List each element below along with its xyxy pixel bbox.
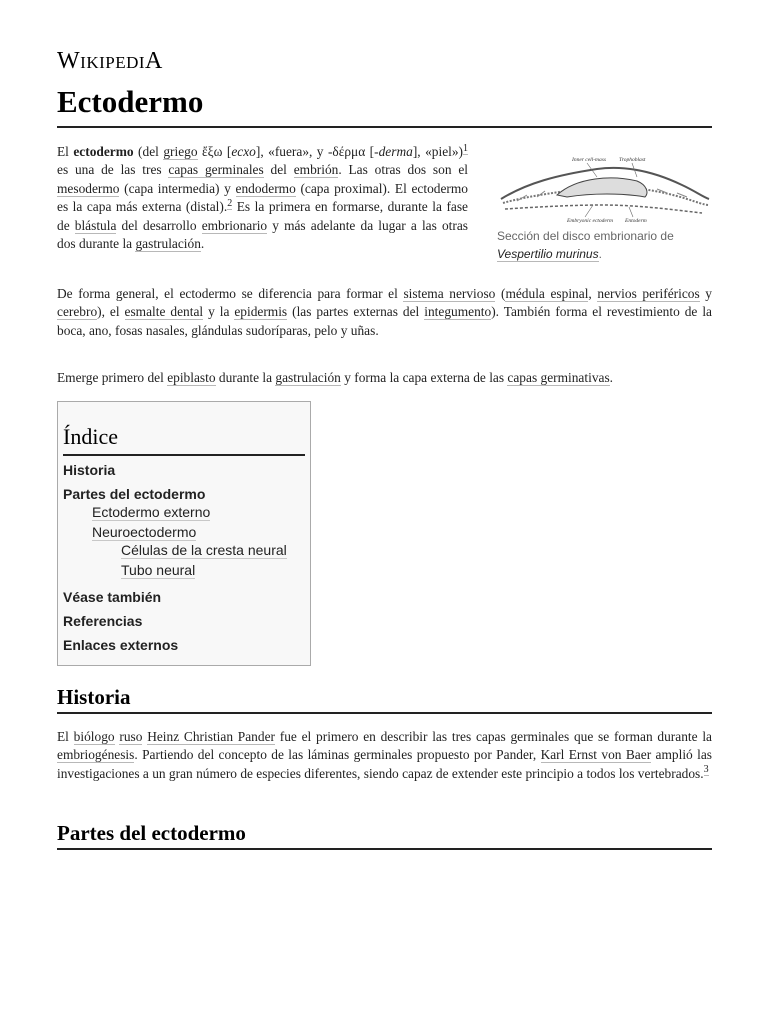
figure-caption: Sección del disco embrionario de Vespertilio murinus. <box>497 229 674 261</box>
link-gastrulacion-2[interactable]: gastrulación <box>275 370 341 385</box>
term-bold: ectodermo <box>73 144 134 159</box>
toc-divider <box>63 454 305 456</box>
ref-3[interactable]: 3 <box>703 764 709 776</box>
link-biologo[interactable]: biólogo <box>73 729 115 744</box>
label-inner-cell-mass: Inner cell-mass <box>572 157 607 163</box>
table-of-contents <box>57 401 311 666</box>
link-mesodermo[interactable]: mesodermo <box>57 180 120 196</box>
link-vespertilio[interactable]: Vespertilio murinus <box>497 247 599 261</box>
link-capas-germinativas[interactable]: capas germinativas <box>507 370 610 385</box>
toc-item-ectodermo-externo[interactable]: Ectodermo externo <box>92 504 211 520</box>
label-trophoblast: Trophoblast <box>619 157 646 163</box>
wordmark-middle: IKIPEDI <box>80 53 146 72</box>
wordmark-final: A <box>145 48 163 74</box>
partes-divider <box>57 848 712 850</box>
link-nervios-perifericos[interactable]: nervios periféricos <box>597 286 700 301</box>
section-heading-historia: Historia <box>57 685 131 709</box>
toc-item-referencias[interactable]: Referencias <box>63 613 143 629</box>
label-entoderm: Entoderm <box>625 218 647 224</box>
page-title: Ectodermo <box>57 84 204 119</box>
link-gastrulacion[interactable]: gastrulación <box>135 236 201 252</box>
toc-item-partes-del-ectodermo[interactable]: Partes del ectodermo <box>63 486 206 502</box>
link-embrionario[interactable]: embrionario <box>201 217 268 233</box>
embryonic-disc-illustration[interactable] <box>497 147 712 225</box>
paragraph-derivatives: De forma general, el ectodermo se diferencia para formar el sistema nervioso (médula espinal, nervios periféricos y cerebro), el esmalte dental y la epidermis (las partes externas del integumento). También forma el revestimiento de la boca, ano, fosas nasales, glándulas sudoríparas, pelo y uñas. <box>57 286 712 338</box>
title-divider <box>57 126 712 128</box>
link-blastula[interactable]: blástula <box>74 217 117 233</box>
toc-item-vease-tambien[interactable]: Véase también <box>63 589 162 605</box>
intro-paragraph: El ectodermo (del griego ἔξω [ecxo], «fuera», y -δέρμα [-derma], «piel»)$^1$ es una de las tres capas germinales del embrión. Las otras dos son el mesodermo (capa intermedia) y endodermo (capa proximal). El ectodermo es la capa más externa (distal).$^2$ Es la primera en formarse, durante la fase de blástula del desarrollo embrionario y más adelante da lugar a las otras dos durante la gastrulación. <box>57 142 469 252</box>
link-embrion[interactable]: embrión <box>293 162 339 178</box>
link-epiblasto[interactable]: epiblasto <box>167 370 216 385</box>
link-medula-espinal[interactable]: médula espinal <box>505 286 589 301</box>
paragraph-origin: Emerge primero del epiblasto durante la gastrulación y forma la capa externa de las capas germinativas. <box>57 370 614 385</box>
link-karl-ernst-von-baer[interactable]: Karl Ernst von Baer <box>540 747 652 763</box>
link-integumento[interactable]: integumento <box>424 304 492 320</box>
toc-item-historia[interactable]: Historia <box>63 462 116 478</box>
link-heinz-christian-pander[interactable]: Heinz Christian Pander <box>147 729 275 744</box>
ref-2[interactable]: 2 <box>227 197 233 209</box>
toc-item-neuroectodermo[interactable]: Neuroectodermo <box>92 524 197 540</box>
link-cerebro[interactable]: cerebro <box>57 304 98 320</box>
wikipedia-wordmark[interactable] <box>57 48 163 75</box>
link-epidermis[interactable]: epidermis <box>234 304 288 320</box>
toc-item-enlaces-externos[interactable]: Enlaces externos <box>63 637 179 653</box>
link-sistema-nervioso[interactable]: sistema nervioso <box>403 286 496 301</box>
wordmark-initial: W <box>57 48 81 74</box>
toc-item-tubo-neural[interactable]: Tubo neural <box>121 562 196 578</box>
historia-divider <box>57 712 712 714</box>
toc-item-celulas-cresta-neural[interactable]: Células de la cresta neural <box>121 542 287 558</box>
paragraph-historia: El biólogo ruso Heinz Christian Pander fue el primero en describir las tres capas germinales que se forman durante la embriogénesis. Partiendo del concepto de las láminas germinales propuesto por Pander, Karl Ernst von Baer amplió las investigaciones a un gran número de especies diferentes, siendo capaz de extender este principio a todos los vertebrados.$^3$ <box>57 729 712 781</box>
section-heading-partes: Partes del ectodermo <box>57 821 246 845</box>
link-griego[interactable]: griego <box>163 144 198 159</box>
link-capas-germinales[interactable]: capas germinales <box>168 162 264 178</box>
link-esmalte-dental[interactable]: esmalte dental <box>124 304 204 320</box>
label-embryonic-ectoderm: Embryonic ectoderm <box>567 218 613 224</box>
link-ruso[interactable]: ruso <box>119 729 143 744</box>
link-endodermo[interactable]: endodermo <box>235 180 296 196</box>
link-embriogenesis[interactable]: embriogénesis <box>57 747 135 763</box>
ref-1[interactable]: 1 <box>463 142 469 154</box>
toc-title: Índice <box>63 424 118 449</box>
embryonic-disc-figure <box>497 147 712 263</box>
